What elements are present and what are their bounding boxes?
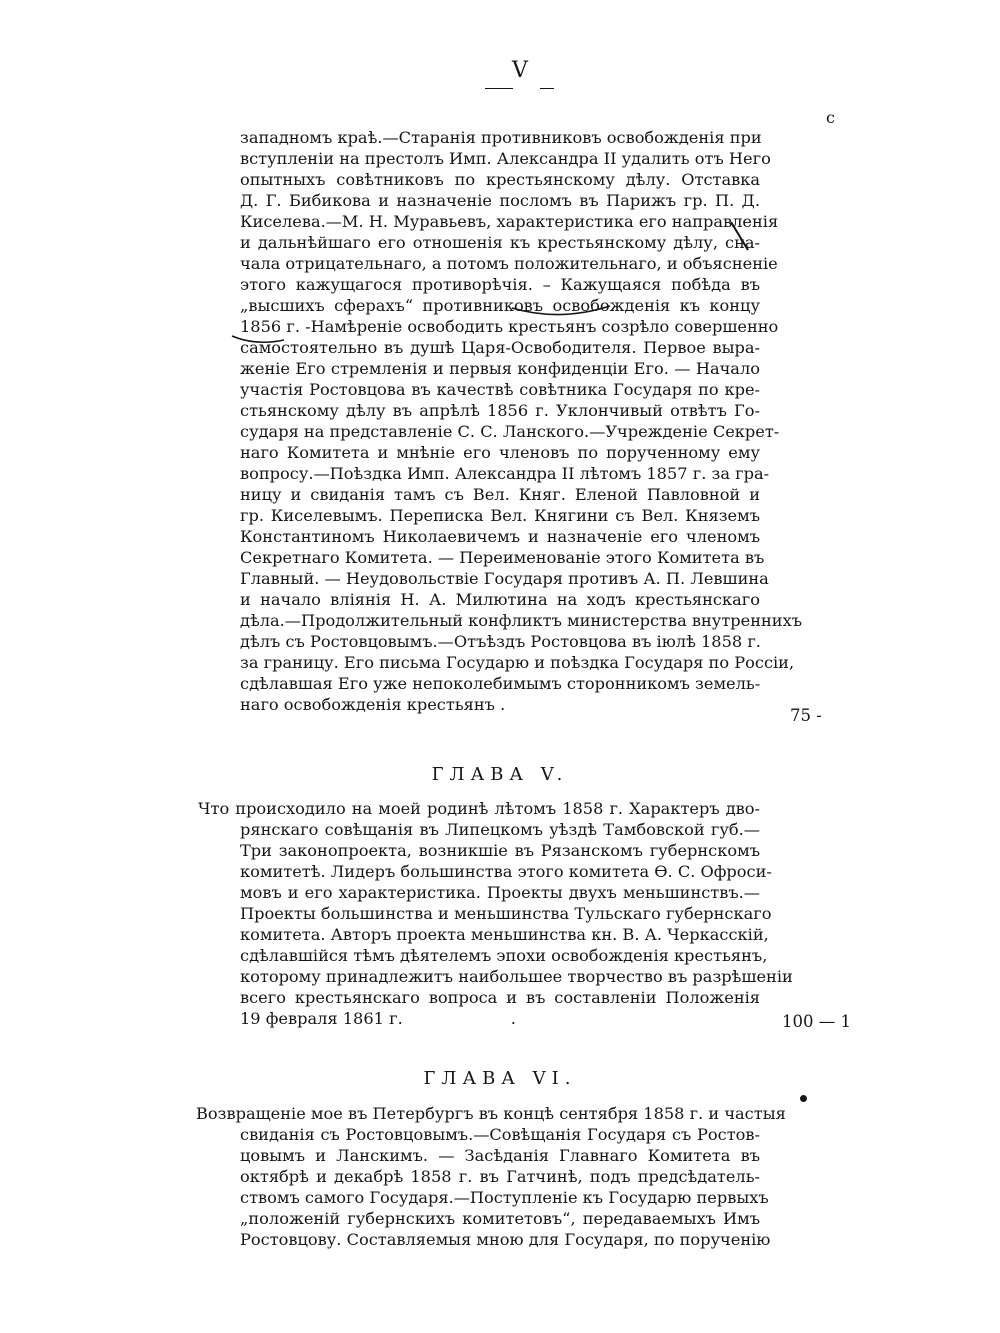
chapter-heading: ГЛАВА V. xyxy=(431,764,569,785)
summary-line: Д. Г. Бибикова и назначеніе посломъ въ Парижъ гр. П. Д. xyxy=(240,191,760,210)
summary-line: опытныхъ совѣтниковъ по крестьянскому дѣлу. Отставка xyxy=(240,170,760,189)
summary-line: женіе Его стремленія и первыя конфиденціи Его. — Начало xyxy=(240,359,760,378)
summary-line: Константиномъ Николаевичемъ и назначеніе его членомъ xyxy=(240,527,760,546)
pen-arc-mark xyxy=(512,306,610,315)
summary-line: и дальнѣйшаго его отношенія къ крестьянскому дѣлу, сна- xyxy=(240,233,760,252)
summary-line: участія Ростовцова въ качествѣ совѣтника Государя по кре- xyxy=(240,380,760,399)
summary-line: ствомъ самого Государя.—Поступленіе къ Государю первыхъ xyxy=(240,1188,769,1207)
summary-line: вопросу.—Поѣздка Имп. Александра II лѣтомъ 1857 г. за гра- xyxy=(240,464,770,483)
summary-line: Ростовцову. Составляемыя мною для Государя, по порученію xyxy=(240,1230,771,1249)
summary-line: дѣлъ съ Ростовцовымъ.—Отъѣздъ Ростовцова въ іюлѣ 1858 г. xyxy=(240,632,761,651)
summary-line: наго Комитета и мнѣніе его членовъ по порученному ему xyxy=(240,443,760,462)
pen-underline-mark xyxy=(232,336,284,342)
summary-line: и начало вліянія Н. А. Милютина на ходъ крестьянскаго xyxy=(240,590,760,609)
summary-line: Киселева.—М. Н. Муравьевъ, характеристика его направленія xyxy=(240,212,779,231)
summary-line: „положеній губернскихъ комитетовъ“, передаваемыхъ Имъ xyxy=(240,1209,760,1228)
page-ref: 75 - xyxy=(790,706,822,725)
summary-line: гр. Киселевымъ. Переписка Вел. Княгини съ Вел. Княземъ xyxy=(240,506,760,525)
page-ref: 100 — 1 xyxy=(782,1012,851,1031)
summary-line: дѣла.—Продолжительный конфликтъ министерства внутреннихъ xyxy=(240,611,803,630)
summary-line: ницу и свиданія тамъ съ Вел. Княг. Еленой Павловной и xyxy=(240,485,760,504)
summary-line: рянскаго совѣщанія въ Липецкомъ уѣздѣ Тамбовской губ.— xyxy=(240,820,760,839)
summary-line: этого кажущагося противорѣчія. – Кажущаяся побѣда въ xyxy=(240,275,760,294)
summary-line: всего крестьянскаго вопроса и въ составленіи Положенія xyxy=(240,988,760,1007)
summary-line: Главный. — Неудовольствіе Государя противъ А. П. Левшина xyxy=(240,569,769,588)
summary-line: самостоятельно въ душѣ Царя-Освободителя. Первое выра- xyxy=(240,338,760,357)
summary-line: октябрѣ и декабрѣ 1858 г. въ Гатчинѣ, подъ предсѣдатель- xyxy=(240,1167,760,1186)
summary-line: стьянскому дѣлу въ апрѣлѣ 1856 г. Уклончивый отвѣтъ Го- xyxy=(240,401,760,420)
summary-line: Три законопроекта, возникшіе въ Рязанскомъ губернскомъ xyxy=(240,841,760,860)
summary-line: которому принадлежитъ наибольшее творчество въ разрѣшеніи xyxy=(240,967,793,986)
summary-line: западномъ краѣ.—Старанія противниковъ освобожденія при xyxy=(240,128,762,147)
summary-line: комитета. Авторъ проекта меньшинства кн. В. А. Черкасскій, xyxy=(240,925,769,944)
summary-line: сдѣлавшая Его уже непоколебимымъ сторонникомъ земель- xyxy=(240,674,761,693)
summary-line: комитетѣ. Лидеръ большинства этого комитета Ѳ. С. Офроси- xyxy=(240,862,772,881)
summary-line: мовъ и его характеристика. Проекты двухъ меньшинствъ.— xyxy=(240,883,760,902)
summary-line: 1856 г. -Намѣреніе освободить крестьянъ созрѣло совершенно xyxy=(240,317,779,336)
summary-line: 19 февраля 1861 г. . xyxy=(240,1009,516,1028)
summary-line: цовымъ и Ланскимъ. — Засѣданія Главнаго Комитета въ xyxy=(240,1146,760,1165)
summary-line: свиданія съ Ростовцовымъ.—Совѣщанія Государя съ Ростов- xyxy=(240,1125,760,1144)
page-number: V xyxy=(512,58,528,83)
chapter-heading: ГЛАВА VI. xyxy=(423,1068,577,1089)
pen-check-mark xyxy=(731,222,748,250)
summary-line: Возвращеніе мое въ Петербургъ въ концѣ сентября 1858 г. и частыя xyxy=(196,1104,786,1123)
corner-mark: с xyxy=(826,108,835,127)
summary-line: чала отрицательнаго, а потомъ положительнаго, и объясненіе xyxy=(240,254,778,273)
summary-line: Секретнаго Комитета. — Переименованіе этого Комитета въ xyxy=(240,548,765,567)
summary-line: сударя на представленіе С. С. Ланского.—Учрежденіе Секрет- xyxy=(240,422,780,441)
summary-line: за границу. Его письма Государю и поѣздка Государя по Россіи, xyxy=(240,653,795,672)
summary-line: Проекты большинства и меньшинства Тульскаго губернскаго xyxy=(240,904,772,923)
summary-line: сдѣлавшійся тѣмъ дѣятелемъ эпохи освобожденія крестьянъ, xyxy=(240,946,768,965)
summary-line: Что происходило на моей родинѣ лѣтомъ 1858 г. Характеръ дво- xyxy=(198,799,760,818)
summary-line: наго освобожденія крестьянъ . xyxy=(240,695,506,714)
summary-line: „высшихъ сферахъ“ противниковъ освобожденія къ концу xyxy=(240,296,760,315)
summary-line: вступленіи на престолъ Имп. Александра II удалить отъ Него xyxy=(240,149,771,168)
